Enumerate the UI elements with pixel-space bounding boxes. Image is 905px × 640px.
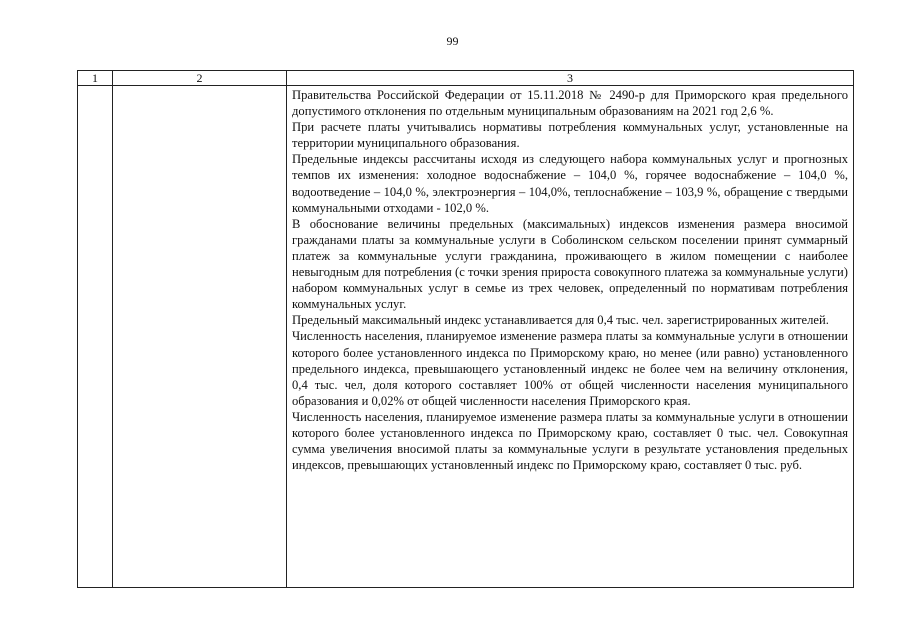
cell-col-3: [287, 86, 854, 588]
paragraph-population-above-index: Численность населения, планируемое изменение размера платы за коммунальные услуги в отношении которого более установленного индекса по Приморскому краю, составляет 0 тыс. чел. Совокупная сумма увеличения вносимой платы за коммунальные услуги в результате установления предельных индексов, превышающих установленный индекс по Приморскому краю, составляет 0 тыс. руб.: [292, 409, 848, 473]
cell-col-2: [113, 86, 287, 588]
cell-col-1: [78, 86, 113, 588]
paragraph-justification: В обоснование величины предельных (максимальных) индексов изменения размера вносимой гражданами платы за коммунальные услуги в Соболинском сельском поселении принят суммарный платеж за коммунальные услуги гражданина, проживающего в жилом помещении с наиболее невыгодным для потребления (с точки зрения прироста совокупного платежа за коммунальные услуги) набором коммунальных услуг в семье из трех человек, определенный по нормативам потребления коммунальных услуг.: [292, 216, 848, 312]
paragraph-max-index-population: Предельный максимальный индекс устанавливается для 0,4 тыс. чел. зарегистрированных жителей.: [292, 313, 829, 328]
table-row: [78, 86, 854, 588]
column-header-3: 3: [287, 71, 854, 86]
paragraph-population-within-deviation: Численность населения, планируемое изменение размера платы за коммунальные услуги в отношении которого более установленного индекса по Приморскому краю, но менее (или равно) установленного предельного индекса, превышающего установленный индекс не более чем на величину отклонения, 0,4 тыс. чел, доля которого составляет 100% от общей численности населения муниципального образования и 0,02% от общей численности населения Приморского края.: [292, 329, 848, 408]
page-number: 99: [446, 34, 459, 48]
column-header-1: 1: [78, 71, 113, 86]
table-header-row: [78, 71, 854, 86]
paragraph-resolution-reference: Правительства Российской Федерации от 15.11.2018 № 2490-р для Приморского края предельного допустимого отклонения по отдельным муниципальным образованиям на 2021 год 2,6 %.: [292, 88, 848, 119]
document-table: [77, 70, 854, 588]
paragraph-consumption-norms: При расчете платы учитывались нормативы потребления коммунальных услуг, установленные на территории муниципального образования.: [292, 120, 848, 151]
column-header-2: 2: [113, 71, 287, 86]
paragraph-index-calculation: Предельные индексы рассчитаны исходя из следующего набора коммунальных услуг и прогнозных темпов их изменения: холодное водоснабжение – 104,0 %, горячее водоснабжение – 104,0 %, водоотведение – 104,0 %, электроэнергия – 104,0%, теплоснабжение – 103,9 %, обращение с твердыми коммунальными отходами - 102,0 %.: [292, 152, 848, 215]
